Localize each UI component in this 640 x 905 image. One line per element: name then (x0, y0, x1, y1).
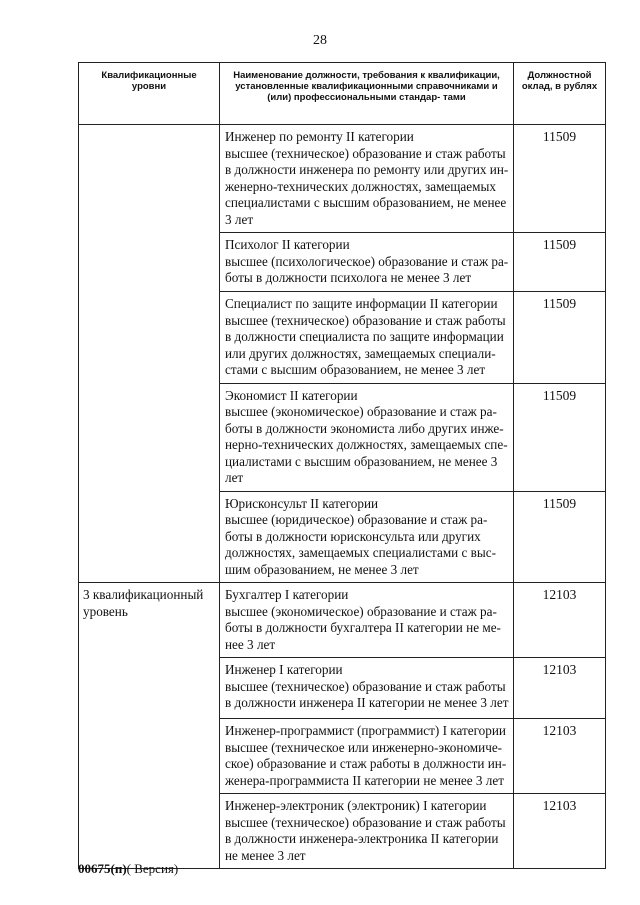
position-cell (220, 292, 514, 384)
position-cell (220, 794, 514, 869)
position-title: Инженер-программист (программист) I категории (225, 723, 506, 738)
position-text: стами с высшим образованием, не менее 3 лет (225, 362, 486, 377)
position-text: высшее (юридическое) образование и стаж ра- (225, 512, 488, 527)
position-text: не менее 3 лет (225, 847, 306, 863)
level-cell-empty (79, 125, 220, 583)
position-text: женерно-технических должностях, замещаемых (225, 178, 496, 194)
header-level: Квалификационные уровни (79, 63, 220, 125)
page-number: 28 (313, 33, 327, 48)
level-label: уровень (83, 603, 128, 619)
position-title: Инженер-электроник (электроник) I категории (225, 798, 487, 813)
version-label: ( Версия) (126, 861, 179, 876)
position-text: в должности инженера II категории не менее 3 лет (225, 695, 509, 710)
position-text: 3 лет (225, 211, 254, 227)
level-label: 3 квалификационный (83, 587, 204, 602)
salary-cell: 11509 (514, 233, 606, 292)
position-cell (220, 491, 514, 583)
position-title: Инженер по ремонту II категории (225, 129, 414, 144)
salary-cell: 12103 (514, 583, 606, 658)
position-text: специалистами с высшим образованием, не менее (225, 195, 507, 210)
position-title: Юрисконсульт II категории (225, 495, 379, 511)
position-text: высшее (экономическое) образование и стаж ра- (225, 603, 497, 619)
position-text: шим образованием, не менее 3 лет (225, 561, 419, 577)
position-text: боты в должности экономиста либо других инже- (225, 420, 504, 436)
position-title: Инженер I категории (225, 662, 343, 677)
salary-cell: 11509 (514, 491, 606, 583)
position-text: должностях, замещаемых специалистами с выс- (225, 545, 497, 560)
position-text: в должности инженера по ремонту или других ин- (225, 162, 509, 177)
position-text: высшее (экономическое) образование и стаж ра- (225, 404, 497, 419)
position-text: нерно-технических должностях, замещаемых спе- (225, 437, 508, 452)
salary-cell: 11509 (514, 292, 606, 384)
position-text: боты в должности бухгалтера II категории не ме- (225, 620, 501, 635)
salary-cell: 12103 (514, 658, 606, 719)
level-cell (79, 583, 220, 869)
position-cell (220, 383, 514, 491)
header-position: Наименование должности, требования к квалификации, установленные квалификационными справочниками и (или) профессиональными стандар- тами (220, 63, 514, 125)
position-text: женера-программиста II категории не менее 3 лет (225, 772, 504, 788)
position-text: высшее (техническое) образование и стаж работы (225, 312, 506, 328)
salary-cell: 12103 (514, 794, 606, 869)
position-cell (220, 583, 514, 658)
position-cell (220, 658, 514, 719)
position-text: высшее (техническое или инженерно-экономиче- (225, 739, 503, 755)
salary-cell: 12103 (514, 719, 606, 794)
position-cell (220, 233, 514, 292)
position-text: высшее (техническое) образование и стаж работы (225, 814, 506, 830)
position-text: или других должностях, замещаемых специали- (225, 345, 496, 361)
position-text: в должности специалиста по защите информации (225, 329, 504, 344)
position-text: лет (225, 470, 244, 485)
position-text: высшее (техническое) образование и стаж работы (225, 145, 506, 161)
position-text: боты в должности юрисконсульта или других (225, 528, 481, 544)
position-text: высшее (техническое) образование и стаж работы (225, 678, 506, 694)
salary-cell: 11509 (514, 383, 606, 491)
table-row (79, 125, 606, 233)
position-title: Бухгалтер I категории (225, 587, 349, 602)
qualification-table (78, 62, 606, 869)
table-header-row (79, 63, 606, 125)
document-code: 00675(п) (78, 861, 127, 876)
document-footer (78, 861, 178, 877)
position-text: боты в должности психолога не менее 3 лет (225, 270, 472, 285)
position-title: Психолог II категории (225, 237, 350, 252)
position-cell (220, 125, 514, 233)
position-cell (220, 719, 514, 794)
header-salary: Должностной оклад, в рублях (514, 63, 606, 125)
table-row (79, 583, 606, 658)
position-title: Специалист по защите информации II категории (225, 296, 498, 311)
position-text: высшее (психологическое) образование и стаж ра- (225, 253, 509, 269)
position-title: Экономист II категории (225, 387, 358, 403)
position-text: ское) образование и стаж работы в должности ин- (225, 756, 507, 771)
position-text: в должности инженера-электроника II категории (225, 831, 499, 846)
position-text: нее 3 лет (225, 636, 276, 652)
position-text: циалистами с высшим образованием, не менее 3 (225, 453, 498, 469)
salary-cell: 11509 (514, 125, 606, 233)
